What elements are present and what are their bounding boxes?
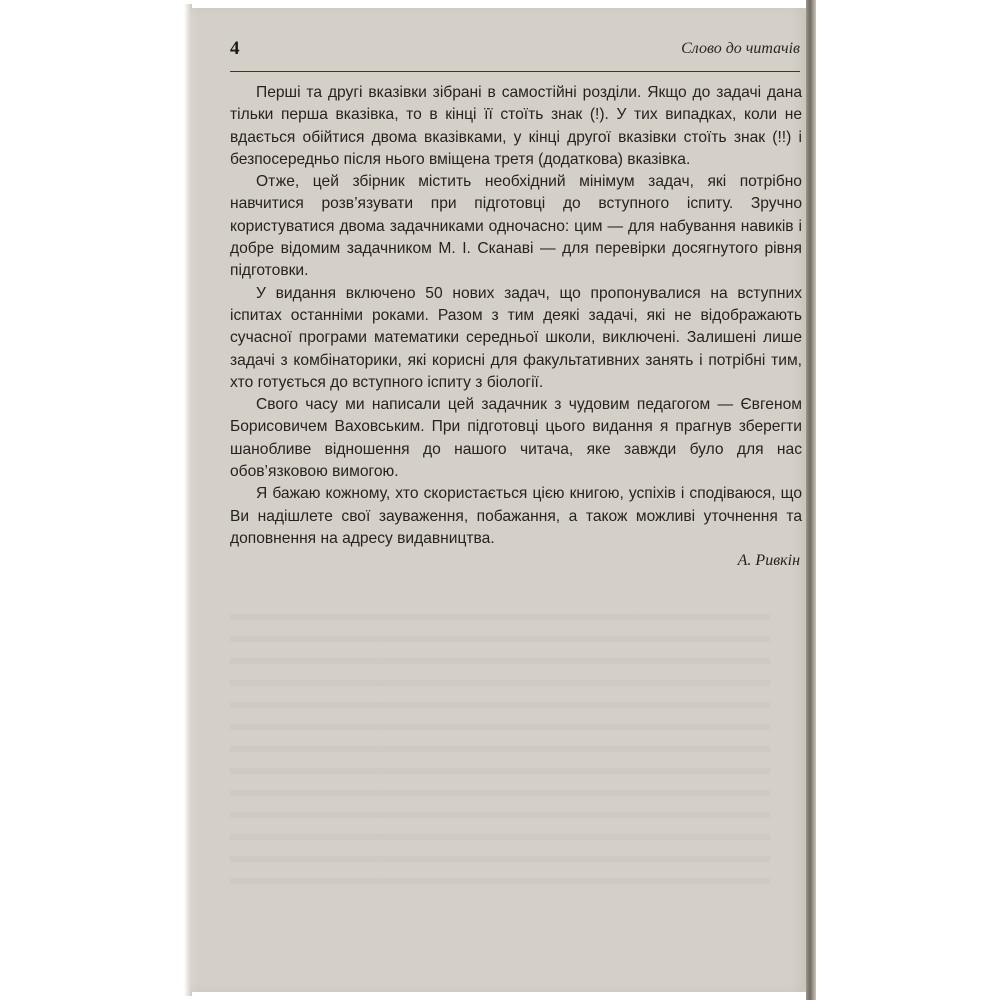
running-header [230,38,800,68]
paragraph-3: У видання включено 50 нових задач, що пропонувалися на вступних іспитах останніми роками. Разом з тим деякі задачі, які не відображають сучасної програми математики середньої школи, виключені. Залишені лише задачі з комбінаторики, які корисні для факультативних занять і потрібні тим, хто готується до вступного іспиту з біології. [230,284,802,391]
paragraph-4: Свого часу ми написали цей задачник з чудовим педагогом — Євгеном Борисовичем Ваховським. При підготовці цього видання я прагнув зберегти шанобливе відношення до нашого читача, яке завжди було для нас обов’язковою вимогою. [230,396,802,481]
page-number: 4 [230,38,240,59]
paragraph-5: Я бажаю кожному, хто скористається цією книгою, успіхів і сподіваюся, що Ви надішлете свої зауваження, побажання, а також можливі уточнення та доповнення на адресу видавництва. [230,485,802,547]
body-text [230,82,802,573]
book-spine [806,0,816,1000]
paragraph-1: Перші та другі вказівки зібрані в самостійні розділи. Якщо до задачі дана тільки перша вказівка, то в кінці її стоїть знак (!). У тих випадках, коли не вдається обійтися двома вказівками, у кінці другої вказівки стоїть знак (!!) і безпосередньо після нього вміщена третя (додаткова) вказівка. [230,84,802,168]
header-divider [230,71,800,72]
author-signature: А. Ривкін [737,552,800,570]
book-page [190,8,806,992]
paragraph-2: Отже, цей збірник містить необхідний мінімум задач, які потрібно навчитися розв’язувати при підготовці до вступного іспиту. Зручно користуватися двома задачниками одночасно: цим — для набування навиків і добре відомим задачником М. І. Сканаві — для перевірки досягнутого рівня підготовки. [230,173,802,280]
section-title: Слово до читачів [681,40,800,57]
